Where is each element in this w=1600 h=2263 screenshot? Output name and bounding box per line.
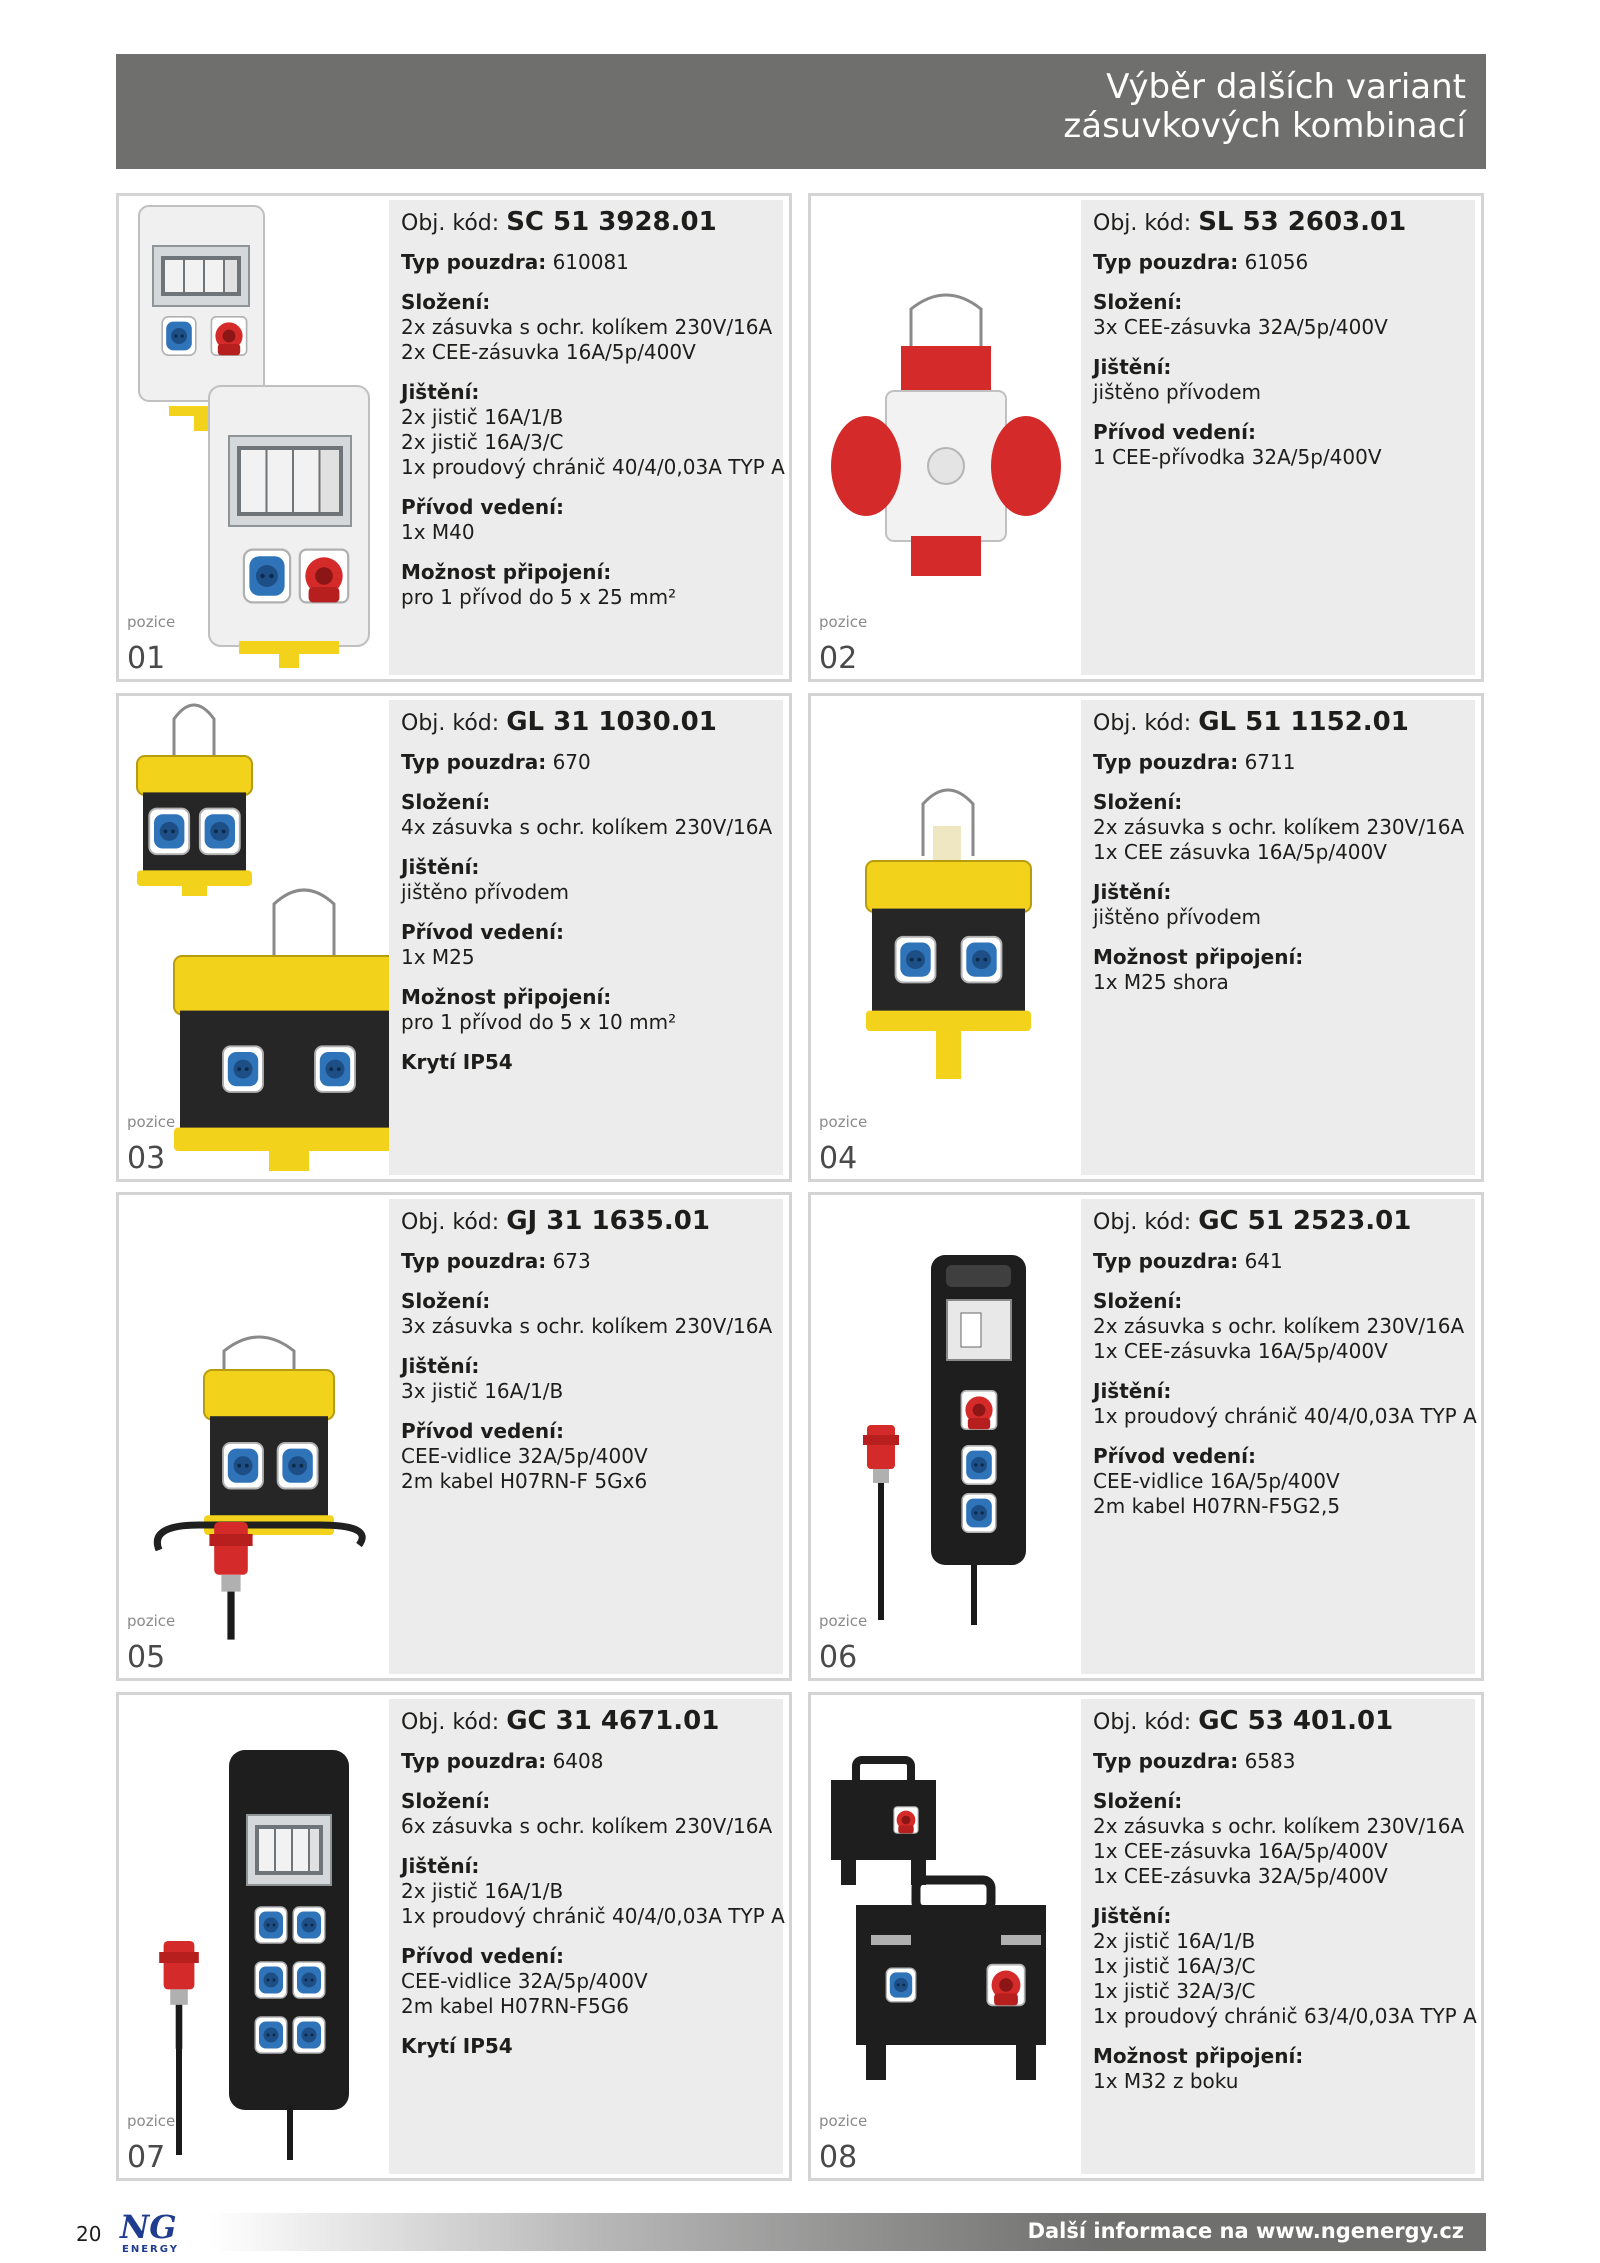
position-label: pozice <box>127 613 176 631</box>
housing-type-line <box>1093 750 1475 775</box>
composition-label: Složení: <box>401 790 491 814</box>
product-illustration <box>119 196 389 679</box>
order-code-label: Obj. kód: <box>401 1710 500 1735</box>
composition-item: 1x CEE zásuvka 16A/5p/400V <box>1093 840 1387 864</box>
order-code-line <box>1093 1706 1475 1736</box>
product-illustration <box>119 1695 389 2178</box>
protection-rating <box>401 1050 783 1075</box>
composition-section <box>401 1789 783 1839</box>
product-info <box>389 200 783 675</box>
composition-item: 2x zásuvka s ochr. kolíkem 230V/16A <box>1093 815 1465 839</box>
product-illustration <box>811 1695 1081 2178</box>
housing-type-line <box>401 1749 783 1774</box>
connection-section <box>401 985 783 1035</box>
order-code-line <box>1093 1206 1475 1236</box>
product-illustration <box>811 1195 1081 1678</box>
protection-section <box>401 380 783 480</box>
order-code-value: GJ 31 1635.01 <box>506 1206 710 1236</box>
position-number: 02 <box>819 641 858 676</box>
composition-item: 2x zásuvka s ochr. kolíkem 230V/16A <box>1093 1314 1465 1338</box>
housing-type-value: 6408 <box>552 1749 604 1773</box>
connection-label: Možnost připojení: <box>1093 945 1304 969</box>
composition-item: 3x CEE-zásuvka 32A/5p/400V <box>1093 315 1388 339</box>
supply-item: CEE-vidlice 16A/5p/400V <box>1093 1469 1340 1493</box>
product-image <box>811 1695 1081 2178</box>
footer-website-text[interactable]: Další informace na www.ngenergy.cz <box>1027 2219 1464 2243</box>
protection-item: 2x jistič 16A/1/B <box>1093 1929 1256 1953</box>
product-info <box>1081 1699 1475 2174</box>
page-header <box>116 54 1486 169</box>
schuko-socket-icon <box>886 1968 915 2002</box>
protection-item: 1x proudový chránič 40/4/0,03A TYP A <box>401 455 785 479</box>
supply-item: 1x M25 <box>401 945 475 969</box>
protection-item: 2x jistič 16A/1/B <box>401 405 564 429</box>
order-code-line <box>1093 707 1475 737</box>
connection-item: 1x M25 shora <box>1093 970 1229 994</box>
order-code-label: Obj. kód: <box>1093 1210 1192 1235</box>
housing-type-line <box>401 750 783 775</box>
schuko-socket-icon <box>315 1046 355 1092</box>
product-info <box>389 1699 783 2174</box>
order-code-label: Obj. kód: <box>401 1210 500 1235</box>
order-code-line <box>401 207 783 237</box>
product-info <box>1081 200 1475 675</box>
protection-label: Jištění: <box>1093 1904 1172 1928</box>
protection-item: 2x jistič 16A/1/B <box>401 1879 564 1903</box>
supply-section <box>1093 1444 1475 1519</box>
composition-item: 2x zásuvka s ochr. kolíkem 230V/16A <box>401 315 773 339</box>
product-image <box>119 696 389 1179</box>
cee-socket-icon <box>987 1965 1024 2006</box>
schuko-socket-icon <box>255 1962 287 1998</box>
protection-item: 1x jistič 32A/3/C <box>1093 1979 1256 2003</box>
protection-section <box>1093 1379 1475 1429</box>
housing-type-label: Typ pouzdra: <box>1093 750 1239 774</box>
supply-section <box>401 495 783 545</box>
order-code-value: SC 51 3928.01 <box>506 207 717 237</box>
composition-label: Složení: <box>1093 790 1183 814</box>
supply-label: Přívod vedení: <box>1093 1444 1257 1468</box>
composition-item: 3x zásuvka s ochr. kolíkem 230V/16A <box>401 1314 773 1338</box>
order-code-line <box>1093 207 1475 237</box>
order-code-line <box>401 1206 783 1236</box>
supply-item: 2m kabel H07RN-F5G6 <box>401 1994 629 2018</box>
header-title-line2: zásuvkových kombinací <box>1063 106 1466 146</box>
product-image <box>119 1695 389 2178</box>
supply-label: Přívod vedení: <box>401 1944 565 1968</box>
supply-label: Přívod vedení: <box>401 495 565 519</box>
protection-item: 3x jistič 16A/1/B <box>401 1379 564 1403</box>
schuko-socket-icon <box>962 937 1002 983</box>
product-info <box>389 1199 783 1674</box>
schuko-socket-icon <box>255 1907 287 1943</box>
housing-type-line <box>1093 1749 1475 1774</box>
composition-section <box>1093 290 1475 340</box>
composition-label: Složení: <box>401 1289 491 1313</box>
composition-label: Složení: <box>1093 1789 1183 1813</box>
product-card <box>116 693 792 1182</box>
protection-label: Jištění: <box>401 1354 480 1378</box>
position-number: 08 <box>819 2140 858 2175</box>
supply-item: 1x M40 <box>401 520 475 544</box>
cee-socket-icon <box>961 1391 996 1429</box>
connection-label: Možnost připojení: <box>401 985 612 1009</box>
schuko-socket-icon <box>293 1962 325 1998</box>
product-illustration <box>811 196 1081 679</box>
protection-item: jištěno přívodem <box>1093 905 1261 929</box>
footer-bar <box>210 2213 1486 2251</box>
ng-energy-logo <box>116 2208 216 2256</box>
composition-label: Složení: <box>401 1789 491 1813</box>
protection-rating-text: Krytí IP54 <box>401 1050 513 1074</box>
composition-item: 1x CEE-zásuvka 32A/5p/400V <box>1093 1864 1388 1888</box>
product-image <box>811 196 1081 679</box>
supply-section <box>1093 420 1475 470</box>
position-label: pozice <box>127 1612 176 1630</box>
position-label: pozice <box>819 1612 868 1630</box>
product-image <box>811 1195 1081 1678</box>
protection-item: 2x jistič 16A/3/C <box>401 430 564 454</box>
protection-label: Jištění: <box>401 855 480 879</box>
position-label: pozice <box>819 613 868 631</box>
schuko-socket-icon <box>962 1494 996 1532</box>
order-code-line <box>401 707 783 737</box>
housing-type-value: 670 <box>552 750 591 774</box>
protection-item: 1x proudový chránič 63/4/0,03A TYP A <box>1093 2004 1477 2028</box>
connection-item: pro 1 přívod do 5 x 10 mm² <box>401 1010 677 1034</box>
schuko-socket-icon <box>896 937 936 983</box>
product-info <box>1081 1199 1475 1674</box>
housing-type-value: 6583 <box>1244 1749 1296 1773</box>
supply-section <box>401 1944 783 2019</box>
product-info <box>389 700 783 1175</box>
composition-item: 2x CEE-zásuvka 16A/5p/400V <box>401 340 696 364</box>
protection-item: 1x proudový chránič 40/4/0,03A TYP A <box>1093 1404 1477 1428</box>
cee-socket-icon <box>300 550 348 603</box>
protection-item: 1x proudový chránič 40/4/0,03A TYP A <box>401 1904 785 1928</box>
position-number: 04 <box>819 1141 858 1176</box>
position-label: pozice <box>819 2112 868 2130</box>
order-code-label: Obj. kód: <box>401 211 500 236</box>
product-card <box>808 193 1484 682</box>
schuko-socket-icon <box>278 1443 318 1489</box>
housing-type-value: 61056 <box>1244 250 1309 274</box>
product-card <box>808 693 1484 1182</box>
connection-item: pro 1 přívod do 5 x 25 mm² <box>401 585 677 609</box>
housing-type-label: Typ pouzdra: <box>1093 1249 1239 1273</box>
housing-type-value: 673 <box>552 1249 591 1273</box>
housing-type-line <box>401 250 783 275</box>
schuko-socket-icon <box>223 1443 263 1489</box>
housing-type-label: Typ pouzdra: <box>401 1749 547 1773</box>
product-card <box>116 193 792 682</box>
composition-label: Složení: <box>401 290 491 314</box>
header-title-line1: Výběr dalších variant <box>1106 67 1466 107</box>
protection-section <box>1093 1904 1475 2029</box>
product-card <box>116 1692 792 2181</box>
page-number: 20 <box>76 2222 102 2246</box>
connection-label: Možnost připojení: <box>1093 2044 1304 2068</box>
protection-section <box>401 855 783 905</box>
supply-label: Přívod vedení: <box>401 920 565 944</box>
composition-item: 1x CEE-zásuvka 16A/5p/400V <box>1093 1839 1388 1863</box>
protection-rating <box>401 2034 783 2059</box>
product-illustration <box>119 1195 389 1678</box>
housing-type-label: Typ pouzdra: <box>1093 250 1239 274</box>
position-number: 06 <box>819 1640 858 1675</box>
protection-label: Jištění: <box>1093 1379 1172 1403</box>
composition-label: Složení: <box>1093 290 1183 314</box>
protection-section <box>1093 355 1475 405</box>
position-number: 07 <box>127 2140 166 2175</box>
position-label: pozice <box>819 1113 868 1131</box>
connection-item: 1x M32 z boku <box>1093 2069 1239 2093</box>
order-code-value: SL 53 2603.01 <box>1198 207 1407 237</box>
circuit-breaker-panel-icon <box>153 246 249 306</box>
product-image <box>119 1195 389 1678</box>
cee-plug-icon <box>159 1941 199 2049</box>
composition-section <box>401 790 783 840</box>
housing-type-line <box>401 1249 783 1274</box>
supply-section <box>401 920 783 970</box>
schuko-socket-icon <box>962 1446 996 1484</box>
cee-plug-icon <box>863 1425 899 1523</box>
connection-section <box>1093 2044 1475 2094</box>
product-card <box>808 1192 1484 1681</box>
product-card <box>116 1192 792 1681</box>
schuko-socket-icon <box>293 1907 325 1943</box>
cee-plug-icon <box>209 1522 252 1640</box>
supply-section <box>401 1419 783 1494</box>
housing-type-line <box>1093 1249 1475 1274</box>
housing-type-label: Typ pouzdra: <box>401 1249 547 1273</box>
schuko-socket-icon <box>293 2017 325 2053</box>
order-code-label: Obj. kód: <box>1093 1710 1192 1735</box>
housing-type-label: Typ pouzdra: <box>1093 1749 1239 1773</box>
supply-item: 2m kabel H07RN-F5G2,5 <box>1093 1494 1341 1518</box>
position-number: 01 <box>127 641 166 676</box>
order-code-value: GL 51 1152.01 <box>1198 707 1409 737</box>
product-image <box>811 696 1081 1179</box>
protection-label: Jištění: <box>401 1854 480 1878</box>
protection-label: Jištění: <box>1093 355 1172 379</box>
position-label: pozice <box>127 2112 176 2130</box>
housing-type-line <box>1093 250 1475 275</box>
position-number: 03 <box>127 1141 166 1176</box>
schuko-socket-icon <box>162 317 196 355</box>
connection-section <box>1093 945 1475 995</box>
cee-socket-icon <box>211 317 246 355</box>
composition-item: 1x CEE-zásuvka 16A/5p/400V <box>1093 1339 1388 1363</box>
protection-item: 1x jistič 16A/3/C <box>1093 1954 1256 1978</box>
product-card <box>808 1692 1484 2181</box>
product-info <box>1081 700 1475 1175</box>
protection-label: Jištění: <box>401 380 480 404</box>
protection-item: jištěno přívodem <box>401 880 569 904</box>
housing-type-value: 641 <box>1244 1249 1283 1273</box>
schuko-socket-icon <box>223 1046 263 1092</box>
protection-section <box>1093 880 1475 930</box>
circuit-breaker-panel-icon <box>229 436 351 526</box>
composition-section <box>401 290 783 365</box>
supply-label: Přívod vedení: <box>401 1419 565 1443</box>
schuko-socket-icon <box>255 2017 287 2053</box>
schuko-socket-icon <box>200 809 240 855</box>
order-code-value: GC 31 4671.01 <box>506 1706 720 1736</box>
composition-item: 6x zásuvka s ochr. kolíkem 230V/16A <box>401 1814 773 1838</box>
cee-socket-icon <box>894 1807 918 1833</box>
order-code-label: Obj. kód: <box>1093 711 1192 736</box>
protection-rating-text: Krytí IP54 <box>401 2034 513 2058</box>
protection-label: Jištění: <box>1093 880 1172 904</box>
position-number: 05 <box>127 1640 166 1675</box>
composition-item: 2x zásuvka s ochr. kolíkem 230V/16A <box>1093 1814 1465 1838</box>
supply-item: CEE-vidlice 32A/5p/400V <box>401 1969 648 1993</box>
housing-type-value: 610081 <box>552 250 629 274</box>
logo-text: NG <box>120 2208 177 2246</box>
supply-item: 1 CEE-přívodka 32A/5p/400V <box>1093 445 1382 469</box>
product-illustration <box>811 696 1081 1179</box>
order-code-value: GC 51 2523.01 <box>1198 1206 1412 1236</box>
order-code-value: GL 31 1030.01 <box>506 707 717 737</box>
order-code-line <box>401 1706 783 1736</box>
order-code-value: GC 53 401.01 <box>1198 1706 1394 1736</box>
housing-type-label: Typ pouzdra: <box>401 750 547 774</box>
composition-section <box>401 1289 783 1339</box>
schuko-socket-icon <box>149 809 189 855</box>
schuko-socket-icon <box>244 550 290 603</box>
logo-subtext: ENERGY <box>122 2244 179 2255</box>
protection-section <box>401 1354 783 1404</box>
product-illustration <box>119 696 389 1179</box>
composition-section <box>1093 790 1475 865</box>
supply-label: Přívod vedení: <box>1093 420 1257 444</box>
composition-item: 4x zásuvka s ochr. kolíkem 230V/16A <box>401 815 773 839</box>
supply-item: CEE-vidlice 32A/5p/400V <box>401 1444 648 1468</box>
protection-section <box>401 1854 783 1929</box>
supply-item: 2m kabel H07RN-F 5Gx6 <box>401 1469 648 1493</box>
order-code-label: Obj. kód: <box>401 711 500 736</box>
housing-type-label: Typ pouzdra: <box>401 250 547 274</box>
composition-section <box>1093 1289 1475 1364</box>
connection-label: Možnost připojení: <box>401 560 612 584</box>
order-code-label: Obj. kód: <box>1093 211 1192 236</box>
position-label: pozice <box>127 1113 176 1131</box>
circuit-breaker-panel-icon <box>247 1815 331 1885</box>
protection-item: jištěno přívodem <box>1093 380 1261 404</box>
hanging-bracket-icon <box>274 890 334 966</box>
composition-label: Složení: <box>1093 1289 1183 1313</box>
housing-type-value: 6711 <box>1244 750 1296 774</box>
composition-section <box>1093 1789 1475 1889</box>
product-image <box>119 196 389 679</box>
connection-section <box>401 560 783 610</box>
